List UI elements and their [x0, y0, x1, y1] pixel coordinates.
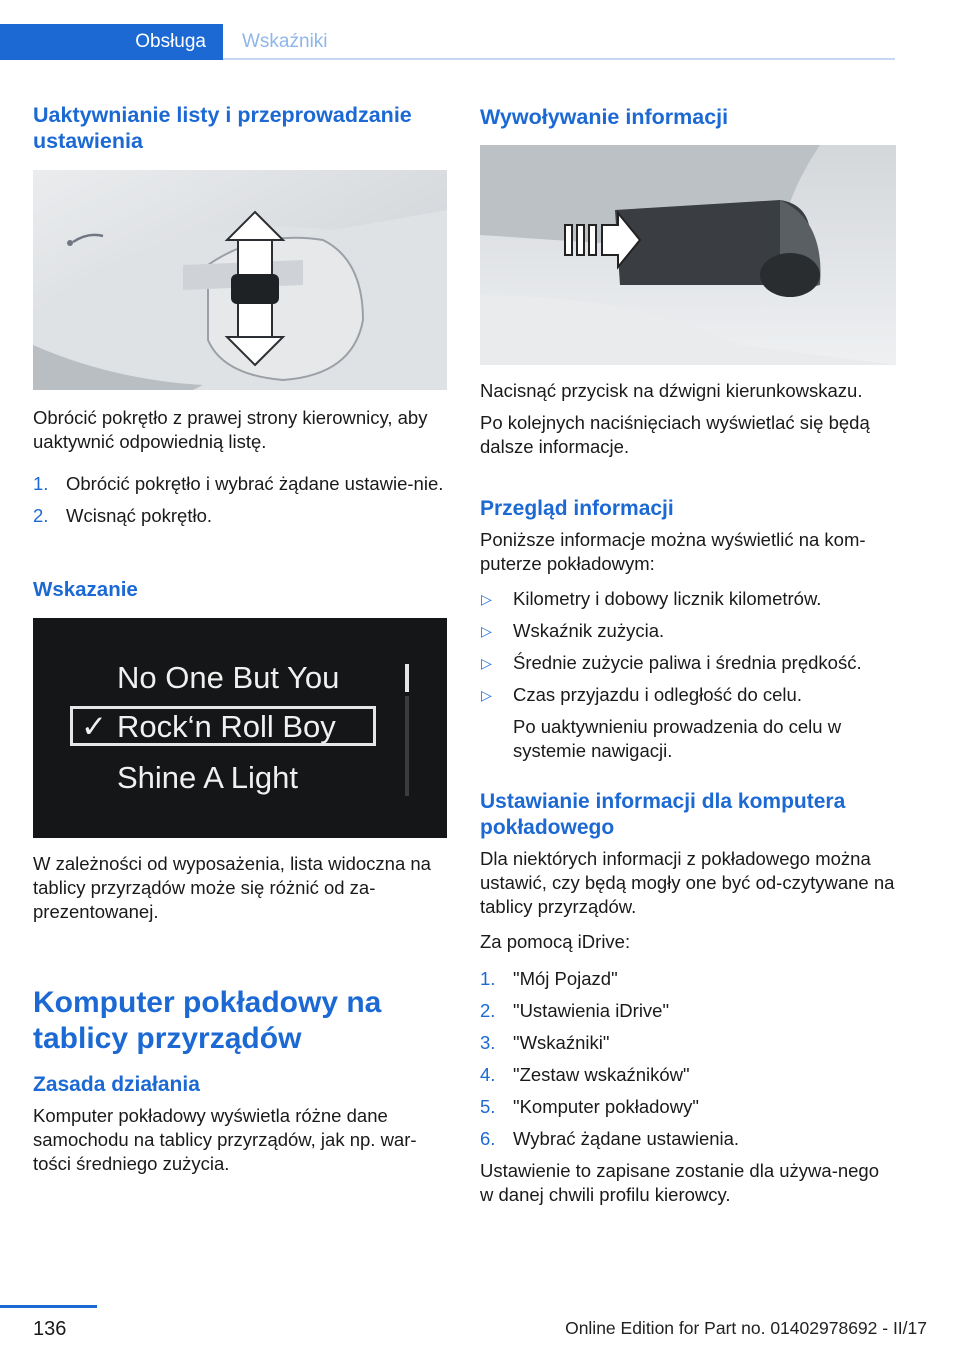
- tab-underline: [223, 58, 895, 60]
- steering-wheel-figure: [33, 170, 447, 390]
- step-text: Obrócić pokrętło i wybrać żądane ustawie‐nie.: [66, 473, 444, 494]
- step-number: 1.: [480, 968, 496, 989]
- heading-display: Wskazanie: [33, 578, 138, 601]
- step-number: 5.: [480, 1096, 496, 1117]
- bullet-text: Czas przyjazdu i odległość do celu.: [513, 684, 802, 705]
- step-number: 2.: [33, 505, 49, 526]
- list-item: [480, 587, 896, 611]
- paragraph-principle: Komputer pokładowy wyświetla różne dane samochodu na tablicy przyrządów, jak np. war‐tości średniego zużycia.: [33, 1105, 417, 1174]
- heading-overview: Przegląd informacji: [480, 497, 674, 520]
- page-number: 136: [33, 1318, 67, 1340]
- tab-label: Wskaźniki: [242, 31, 328, 52]
- step-number: 1.: [33, 473, 49, 494]
- turn-signal-lever-figure: [480, 145, 896, 365]
- scrollbar-thumb: [405, 664, 409, 692]
- list-item: [480, 1127, 896, 1151]
- list-item: [480, 1095, 896, 1119]
- list-item: [480, 683, 896, 707]
- paragraph-press-button: Nacisnąć przycisk na dźwigni kierunkowskazu.: [480, 380, 863, 401]
- list-item: [480, 999, 896, 1023]
- list-item: [480, 967, 896, 991]
- list-entry-selected: Rock‘n Roll Boy: [117, 709, 336, 744]
- info-bullet-list: [480, 587, 896, 763]
- bullet-note: [480, 715, 896, 763]
- paragraph-overview: Poniższe informacje można wyświetlić na kom‐puterze pokładowym:: [480, 529, 866, 574]
- footer-rule: [0, 1305, 97, 1308]
- triangle-bullet-icon: ▷: [481, 623, 492, 639]
- check-icon: ✓: [81, 709, 107, 744]
- tab-label: Obsługa: [135, 31, 206, 52]
- steps-list-left: [33, 472, 447, 528]
- bullet-text: Wskaźnik zużycia.: [513, 620, 665, 641]
- step-number: 6.: [480, 1128, 496, 1149]
- list-item: [33, 504, 447, 528]
- paragraph-equipment-note: W zależności od wyposażenia, lista widoczna na tablicy przyrządów może się różnić od za‐prezentowanej.: [33, 853, 431, 922]
- turn-signal-lever-illustration: [480, 145, 896, 365]
- heading-call-info: Wywoływanie informacji: [480, 105, 729, 129]
- heading-principle: Zasada działania: [33, 1073, 200, 1096]
- heading-settings: Ustawianie informacji dla komputera pokładowego: [480, 790, 846, 839]
- step-text: Wybrać żądane ustawienia.: [513, 1128, 740, 1149]
- list-item: [480, 651, 896, 675]
- list-entry: Shine A Light: [117, 760, 298, 795]
- tab-wskazniki[interactable]: [242, 24, 328, 60]
- list-item: [480, 1063, 896, 1087]
- scrollbar-track: [405, 696, 409, 796]
- heading-onboard-computer: Komputer pokładowy na tablicy przyrządów: [33, 986, 382, 1055]
- list-item: [33, 472, 447, 496]
- step-text: "Mój Pojazd": [513, 968, 618, 989]
- step-number: 3.: [480, 1032, 496, 1053]
- heading-activate-list: Uaktywnianie listy i przeprowadzanie ustawienia: [33, 103, 412, 153]
- bullet-text: Średnie zużycie paliwa i średnia prędkość.: [513, 652, 862, 673]
- triangle-bullet-icon: ▷: [481, 591, 492, 607]
- triangle-bullet-icon: ▷: [481, 687, 492, 703]
- paragraph-settings: Dla niektórych informacji z pokładowego można ustawić, czy będą mogły one być od‐czytywane na tablicy przyrządów.: [480, 848, 895, 917]
- header-tabs: [0, 24, 895, 60]
- step-text: "Ustawienia iDrive": [513, 1000, 670, 1021]
- tab-obsluga[interactable]: [0, 24, 223, 60]
- step-number: 4.: [480, 1064, 496, 1085]
- step-text: "Wskaźniki": [513, 1032, 610, 1053]
- step-number: 2.: [480, 1000, 496, 1021]
- steps-list-right: [480, 967, 896, 1151]
- triangle-bullet-icon: ▷: [481, 655, 492, 671]
- step-text: Wcisnąć pokrętło.: [66, 505, 212, 526]
- edition-note: Online Edition for Part no. 01402978692 - II/17: [565, 1318, 927, 1338]
- bullet-note-text: Po uaktywnieniu prowadzenia do celu w systemie nawigacji.: [513, 716, 842, 761]
- list-item: [480, 1031, 896, 1055]
- cluster-list-figure: [33, 618, 447, 838]
- paragraph-further-info: Po kolejnych naciśnięciach wyświetlać się będą dalsze informacje.: [480, 412, 870, 457]
- steering-wheel-illustration: [33, 170, 447, 390]
- step-text: "Komputer pokładowy": [513, 1096, 699, 1117]
- paragraph-rotate-wheel: Obrócić pokrętło z prawej strony kierownicy, aby uaktywnić odpowiednią listę.: [33, 407, 428, 452]
- paragraph-idrive: Za pomocą iDrive:: [480, 931, 631, 952]
- step-text: "Zestaw wskaźników": [513, 1064, 690, 1085]
- paragraph-profile: Ustawienie to zapisane zostanie dla używa‐nego w danej chwili profilu kierowcy.: [480, 1160, 880, 1205]
- list-entry: No One But You: [117, 660, 340, 695]
- list-item: [480, 619, 896, 643]
- bullet-text: Kilometry i dobowy licznik kilometrów.: [513, 588, 822, 609]
